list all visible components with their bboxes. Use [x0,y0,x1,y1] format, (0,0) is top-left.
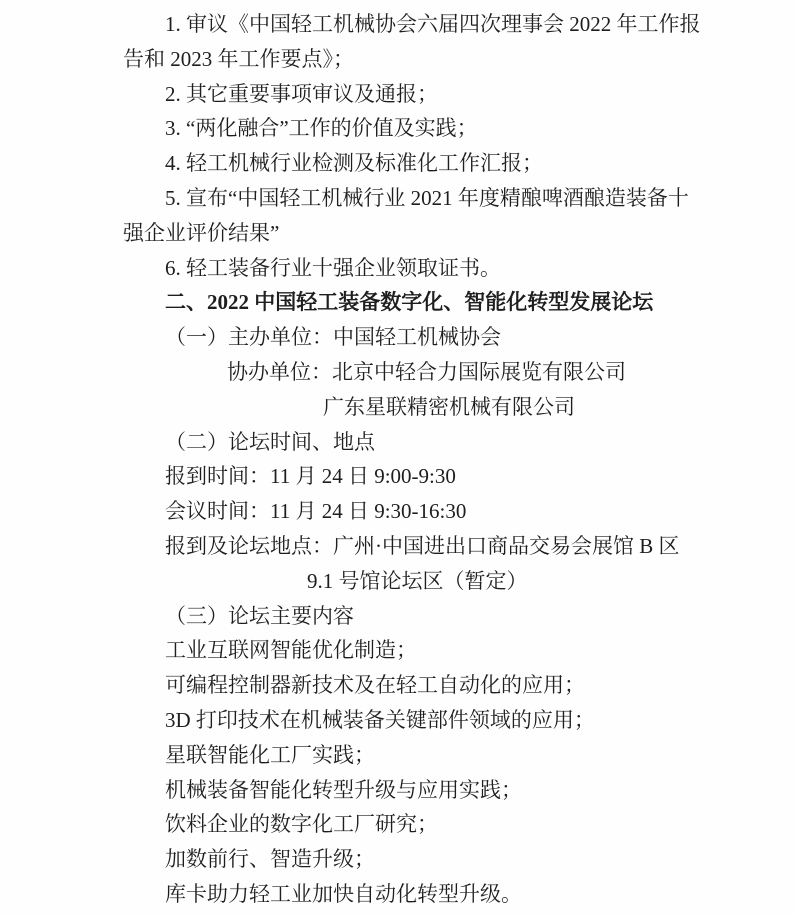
document-body [123,7,701,912]
document-line: 报到及论坛地点：广州·中国进出口商品交易会展馆 B 区 [165,533,680,558]
document-line: 4. 轻工机械行业检测及标准化工作汇报； [165,151,543,176]
document-line: 广东星联精密机械有限公司 [323,394,575,419]
document-line: 协办单位：北京中轻合力国际展览有限公司 [227,359,626,384]
document-line: 星联智能化工厂实践； [165,742,375,767]
document-line: 会议时间：11 月 24 日 9:30-16:30 [165,499,467,524]
document-line: （一）主办单位：中国轻工机械协会 [165,325,501,350]
document-line: 二、2022 中国轻工装备数字化、智能化转型发展论坛 [165,290,654,315]
document-line: 3D 打印技术在机械装备关键部件领域的应用； [165,707,595,732]
document-line: 机械装备智能化转型升级与应用实践； [165,777,522,802]
document-line: 6. 轻工装备行业十强企业领取证书。 [165,255,501,280]
document-line: 饮料企业的数字化工厂研究； [165,812,438,837]
document-line: 可编程控制器新技术及在轻工自动化的应用； [165,673,585,698]
document-line: 工业互联网智能优化制造； [165,638,417,663]
document-line: 库卡助力轻工业加快自动化转型升级。 [165,881,522,906]
document-line: 5. 宣布“中国轻工机械行业 2021 年度精酿啤酒酿造装备十 [165,185,689,210]
document-line: 3. “两化融合”工作的价值及实践； [165,116,478,141]
document-line: 9.1 号馆论坛区（暂定） [307,568,528,593]
document-line: 加数前行、智造升级； [165,847,375,872]
document-line: 2. 其它重要事项审议及通报； [165,81,438,106]
document-line: 告和 2023 年工作要点》； [123,46,354,71]
document-line: 1. 审议《中国轻工机械协会六届四次理事会 2022 年工作报 [165,12,701,36]
document-line: 报到时间：11 月 24 日 9:00-9:30 [165,464,456,489]
document-line: 强企业评价结果” [123,220,280,245]
document-line: （三）论坛主要内容 [165,603,354,628]
document-line: （二）论坛时间、地点 [165,429,375,454]
